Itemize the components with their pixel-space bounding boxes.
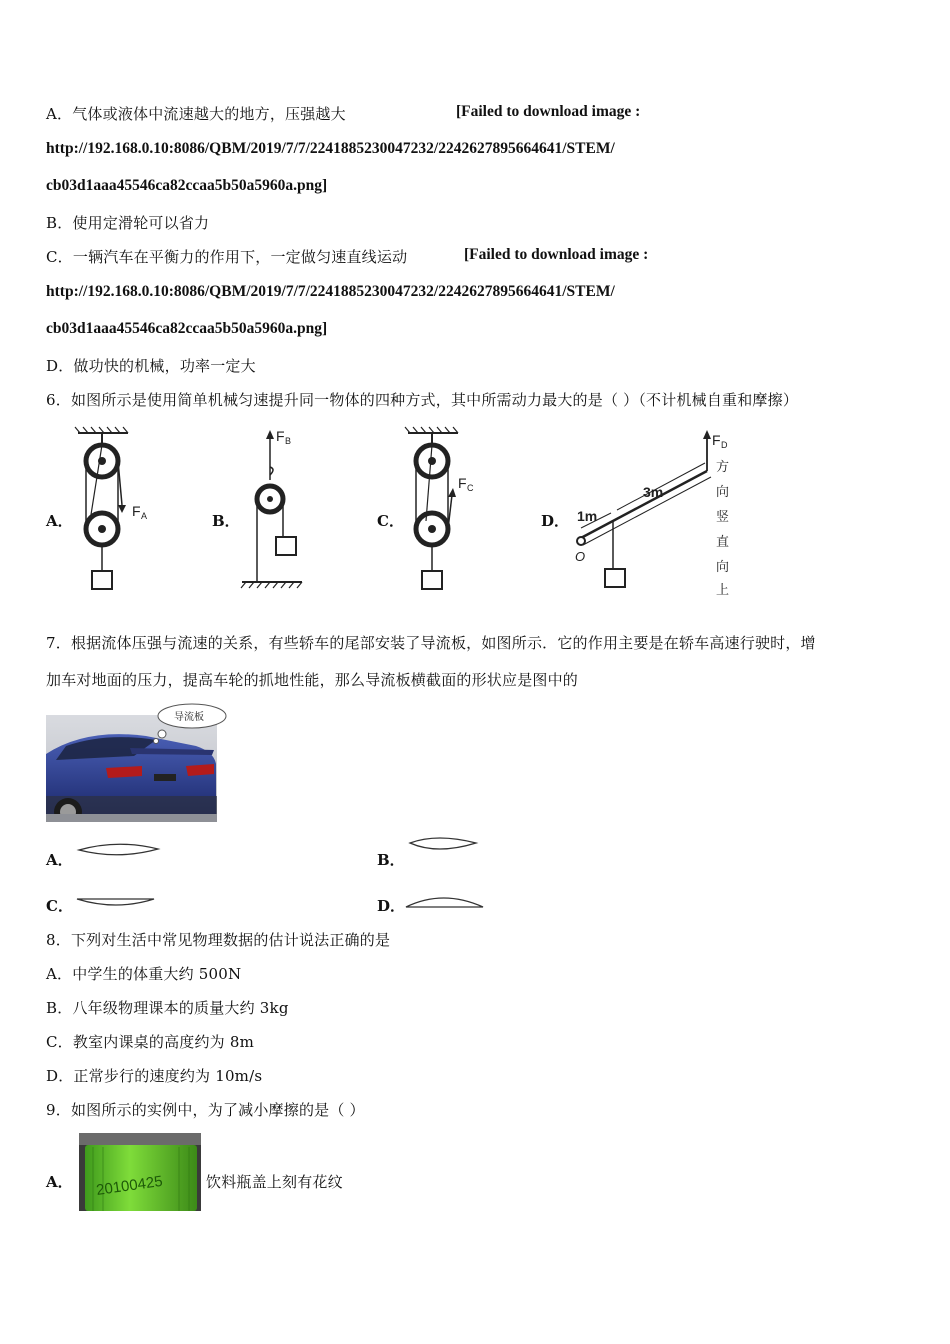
q6-force-a-label: F xyxy=(132,503,141,519)
q6-label-d: D． xyxy=(541,512,570,530)
q5-option-a-failed-file: cb03d1aaa45546ca82ccaa5b50a5960a.png] xyxy=(46,177,328,194)
q7-label-b: B． xyxy=(377,851,405,869)
q6-force-a-subscript: A xyxy=(141,511,148,521)
q9-cap-print: 20100425 xyxy=(95,1172,164,1199)
q8-option-c: C．教室内课桌的高度约为 8m xyxy=(46,1033,255,1051)
q6-length-1m: 1m xyxy=(577,508,598,524)
q5-option-d: D．做功快的机械，功率一定大 xyxy=(46,357,256,375)
q9-label-a: A． xyxy=(46,1173,73,1191)
q5-option-a: A．气体或液体中流速越大的地方，压强越大 xyxy=(46,105,346,123)
q7-label-c: C． xyxy=(46,897,73,915)
q9-option-a-text: 饮料瓶盖上刻有花纹 xyxy=(206,1173,343,1191)
q7-stem-line2: 加车对地面的压力，提高车轮的抓地性能，那么导流板横截面的形状应是图中的 xyxy=(46,671,579,689)
q8-option-b: B．八年级物理课本的质量大约 3kg xyxy=(46,999,289,1017)
q9-bottle-cap-photo xyxy=(79,1133,201,1211)
q6-label-c: C． xyxy=(377,512,404,530)
q7-shape-d-convex-top xyxy=(403,891,488,911)
q6-stem: 6．如图所示是使用简单机械匀速提升同一物体的四种方式，其中所需动力最大的是（ ）（不计机械自重和摩擦） xyxy=(46,391,799,409)
q6-force-b-label: F xyxy=(276,428,285,444)
q5-option-c-failed-url: http://192.168.0.10:8086/QBM/2019/7/7/2241885230047232/2242627895664641/STEM/ xyxy=(46,283,615,300)
q6-direction-char: 方 xyxy=(716,459,730,474)
q9-stem: 9．如图所示的实例中，为了减小摩擦的是（ ） xyxy=(46,1101,365,1119)
q7-stem-line1: 7．根据流体压强与流速的关系，有些轿车的尾部安装了导流板，如图所示．它的作用主要是在轿车高速行驶时，增 xyxy=(46,634,816,652)
q6-direction-char: 竖 xyxy=(716,509,730,524)
q5-option-c: C．一辆汽车在平衡力的作用下，一定做匀速直线运动 xyxy=(46,248,408,266)
q6-label-a: A． xyxy=(46,512,73,530)
q6-figure-b-movable-pulley xyxy=(232,425,327,595)
q5-option-c-failed-file: cb03d1aaa45546ca82ccaa5b50a5960a.png] xyxy=(46,320,328,337)
q8-stem: 8．下列对生活中常见物理数据的估计说法正确的是 xyxy=(46,931,391,949)
q7-shape-c-concave-top xyxy=(74,893,159,913)
q6-force-d-subscript: D xyxy=(721,440,728,450)
q6-length-3m: 3m xyxy=(643,484,664,500)
q5-option-a-failed-image: [Failed to download image : xyxy=(456,103,641,120)
q5-option-c-failed-image: [Failed to download image : xyxy=(464,246,649,263)
q6-direction-char: 向 xyxy=(716,484,730,499)
q7-label-a: A． xyxy=(46,851,73,869)
q6-figure-d-lever xyxy=(565,425,745,600)
q6-direction-note xyxy=(716,459,729,597)
q6-direction-char: 上 xyxy=(716,582,730,597)
q6-force-c-subscript: C xyxy=(467,483,474,493)
q8-option-a: A．中学生的体重大约 500N xyxy=(46,965,242,983)
q6-figure-a-pulley-block xyxy=(70,425,180,600)
q6-force-c-label: F xyxy=(458,475,467,491)
q6-direction-char: 向 xyxy=(716,559,730,574)
q7-car-photo xyxy=(46,702,246,822)
q5-option-b: B．使用定滑轮可以省力 xyxy=(46,214,210,232)
q6-force-d-label: F xyxy=(712,432,721,448)
q6-figure-c-pulley-block xyxy=(400,425,510,600)
q7-label-d: D． xyxy=(377,897,406,915)
q6-force-b-subscript: B xyxy=(285,436,292,446)
q7-shape-a-lens xyxy=(76,840,166,860)
q7-bubble-text: 导流板 xyxy=(174,712,204,723)
q8-option-d: D．正常步行的速度约为 10m/s xyxy=(46,1067,263,1085)
q6-pivot-o: O xyxy=(575,549,586,564)
q5-option-a-failed-url: http://192.168.0.10:8086/QBM/2019/7/7/2241885230047232/2242627895664641/STEM/ xyxy=(46,140,615,157)
q7-shape-b-oval xyxy=(407,833,482,855)
q6-direction-char: 直 xyxy=(716,534,730,549)
q6-label-b: B． xyxy=(212,512,240,530)
